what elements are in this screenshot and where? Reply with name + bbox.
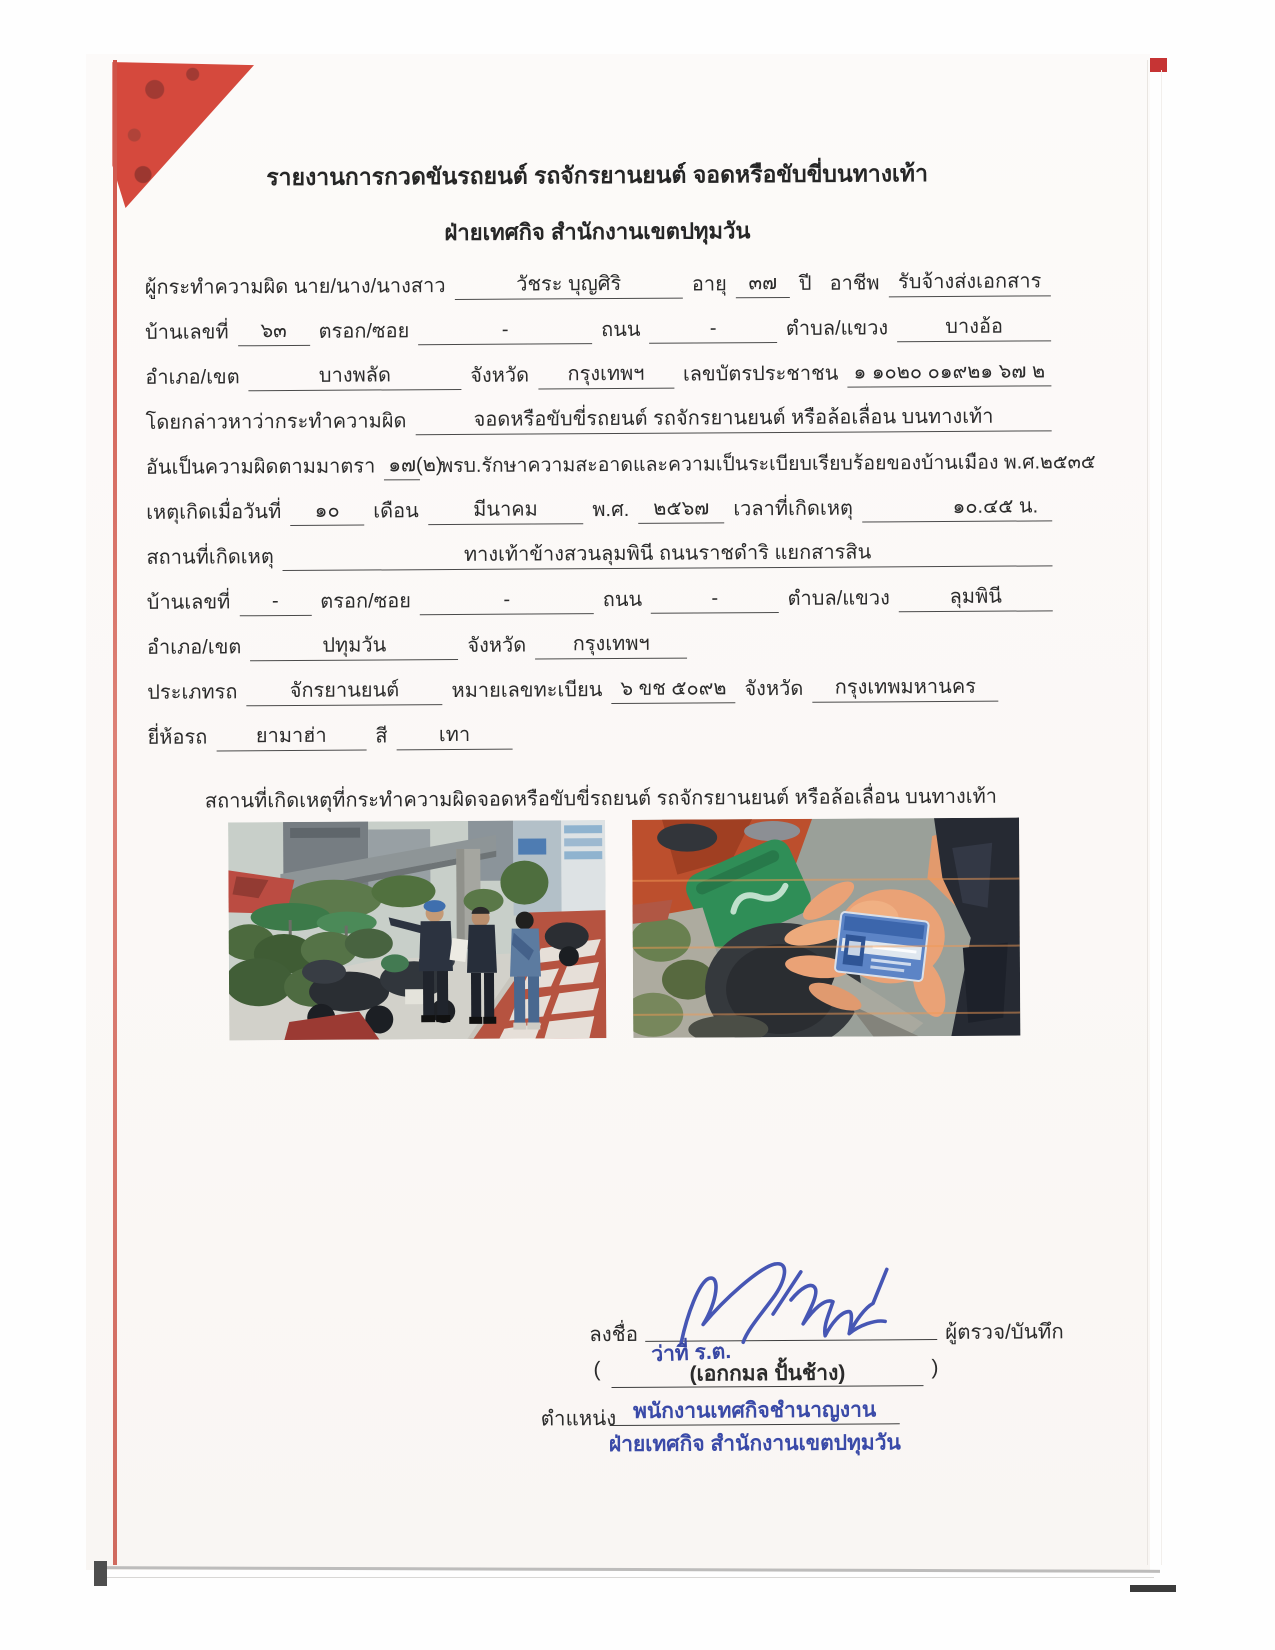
age-value: ๓๗: [736, 270, 790, 298]
form-row-brand: [147, 701, 1053, 752]
alley-label: ตรอก/ซอย: [318, 320, 410, 343]
close-paren: ): [931, 1356, 939, 1380]
signer-name: (เอกกมล ปั้นช้าง): [611, 1356, 923, 1388]
occupation-value: รับจ้างส่งเอกสาร: [888, 268, 1050, 297]
scene-house-label: บ้านเลขที่: [146, 591, 231, 614]
page-edge-line-2: [1161, 70, 1162, 1565]
subdistrict-value: บางอ้อ: [897, 313, 1051, 342]
form-row-scene-address: [147, 566, 1053, 617]
law-act-text: พรบ.รักษาความสะอาดและความเป็นระเบียบเรียบร้อยของบ้านเมือง พ.ศ.๒๕๓๕: [440, 450, 1096, 477]
house-no-label: บ้านเลขที่: [144, 321, 229, 344]
scene-road-label: ถนน: [602, 588, 643, 612]
open-paren: (: [593, 1358, 601, 1382]
scene-district-value: ปทุมวัน: [250, 632, 458, 661]
district-label: อำเภอ/เขต: [145, 366, 240, 389]
form-row-offender: [145, 251, 1051, 302]
vehicle-province-label: จังหวัด: [744, 677, 804, 701]
incident-time-label: เวลาที่เกิดเหตุ: [733, 497, 854, 521]
plate-value: ๖ ขช ๕๐๙๒: [611, 675, 735, 704]
scene-road-value: -: [651, 585, 779, 614]
position-value: พนักงานเทศกิจชำนาญงาน: [610, 1393, 900, 1426]
signature-line: [645, 1284, 937, 1342]
evidence-photos: [228, 818, 1020, 1041]
inspector-label: ผู้ตรวจ/บันทึก: [945, 1320, 1064, 1345]
document-title: รายงานการกวดขันรถยนต์ รถจักรยานยนต์ จอดหรือขับขี่บนทางเท้า: [266, 160, 929, 191]
form-row-vehicle: [147, 656, 1053, 707]
occupation-label: อาชีพ: [829, 272, 880, 295]
offender-label: ผู้กระทำความผิด นาย/นาง/นางสาว: [144, 275, 446, 299]
scene-label: สถานที่เกิดเหตุ: [146, 546, 274, 569]
house-no-value: ๖๓: [238, 318, 310, 346]
province-value: กรุงเทพฯ: [538, 361, 674, 390]
position-label: ตำแหน่ง: [540, 1407, 617, 1431]
photos-caption: สถานที่เกิดเหตุที่กระทำความผิดจอดหรือขับขี่รถยนต์ รถจักรยานยนต์ หรือล้อเลื่อน บนทางเท้า: [204, 785, 998, 813]
form-row-incident-date: [146, 476, 1052, 527]
scene-district-label: อำเภอ/เขต: [146, 636, 242, 659]
form-row-law: [145, 431, 1096, 482]
vehicle-type-value: จักรยานยนต์: [246, 677, 442, 706]
offender-name-value: วัชระ บุญศิริ: [454, 271, 682, 300]
report-form: [144, 251, 1096, 752]
alley-value: -: [418, 316, 592, 345]
form-row-scene: [146, 521, 1052, 572]
charge-value: จอดหรือขับขี่รถยนต์ รถจักรยานยนต์ หรือล้อเลื่อน บนทางเท้า: [415, 403, 1051, 435]
document-content: [81, 51, 1154, 1573]
incident-date-label: เหตุเกิดเมื่อวันที่: [146, 501, 282, 524]
province-label: จังหวัด: [470, 364, 530, 387]
brand-value: ยามาฮ่า: [216, 723, 366, 752]
plate-label: หมายเลขทะเบียน: [451, 679, 603, 703]
district-value: บางพลัด: [249, 362, 462, 391]
photo-street-scene: [228, 820, 606, 1040]
scene-alley-label: ตรอก/ซอย: [320, 590, 412, 613]
scene-province-label: จังหวัด: [467, 634, 527, 657]
charge-label: โดยกล่าวหาว่ากระทำความผิด: [145, 410, 407, 434]
form-row-offender-address: [145, 296, 1051, 347]
month-label: เดือน: [373, 500, 419, 523]
department-value: ฝ่ายเทศกิจ สำนักงานเขตปทุมวัน: [608, 1431, 901, 1457]
scene-subdistrict-value: ลุมพินี: [899, 583, 1053, 612]
red-corner-mark: [1150, 58, 1167, 72]
scene-subdistrict-label: ตำบล/แขวง: [787, 587, 890, 610]
years-label: ปี: [798, 272, 812, 295]
month-value: มีนาคม: [428, 496, 584, 525]
road-label: ถนน: [601, 318, 641, 342]
scene-value: ทางเท้าข้างสวนลุมพินี ถนนราชดำริ แยกสารสิน: [283, 538, 1053, 571]
form-row-charge: [145, 386, 1051, 437]
bottom-left-mark: [94, 1561, 107, 1586]
law-section-value: ๑๗(๒): [384, 452, 420, 480]
brand-label: ยี่ห้อรถ: [147, 726, 208, 749]
form-row-offender-district: [145, 341, 1051, 392]
incident-time-value: ๑๐.๔๕ น.: [862, 493, 1052, 522]
photo-id-card-hand: [632, 818, 1020, 1038]
handwritten-rank: ว่าที่ ร.ต.: [650, 1339, 732, 1367]
color-value: เทา: [396, 722, 512, 751]
age-label: อายุ: [691, 273, 727, 296]
subdistrict-label: ตำบล/แขวง: [785, 317, 889, 340]
paper-content-layer: [86, 54, 1150, 1570]
sign-label: ลงชื่อ: [589, 1322, 639, 1347]
id-number-value: ๑ ๑๐๒๐ ๐๑๙๒๑ ๖๗ ๒: [847, 358, 1051, 387]
law-section-label: อันเป็นความผิดตามมาตรา: [145, 455, 376, 479]
incident-date-value: ๑๐: [290, 498, 364, 526]
row-spacer: [513, 746, 1054, 749]
form-row-scene-district: [147, 611, 1053, 662]
road-value: -: [649, 315, 777, 344]
vehicle-province-value: กรุงเทพมหานคร: [812, 674, 998, 703]
color-label: สี: [375, 725, 388, 748]
year-value: ๒๕๖๗: [638, 495, 724, 524]
vehicle-type-label: ประเภทรถ: [147, 681, 238, 704]
era-label: พ.ศ.: [592, 498, 630, 522]
bottom-right-mark: [1130, 1585, 1176, 1592]
scene-alley-value: -: [420, 586, 594, 615]
document-subtitle: ฝ่ายเทศกิจ สำนักงานเขตปทุมวัน: [444, 218, 751, 246]
paper-bottom-edge-2: [104, 1577, 1154, 1578]
scene-house-value: -: [239, 588, 311, 616]
id-number-label: เลขบัตรประชาชน: [682, 362, 839, 386]
scene-province-value: กรุงเทพฯ: [535, 631, 687, 660]
